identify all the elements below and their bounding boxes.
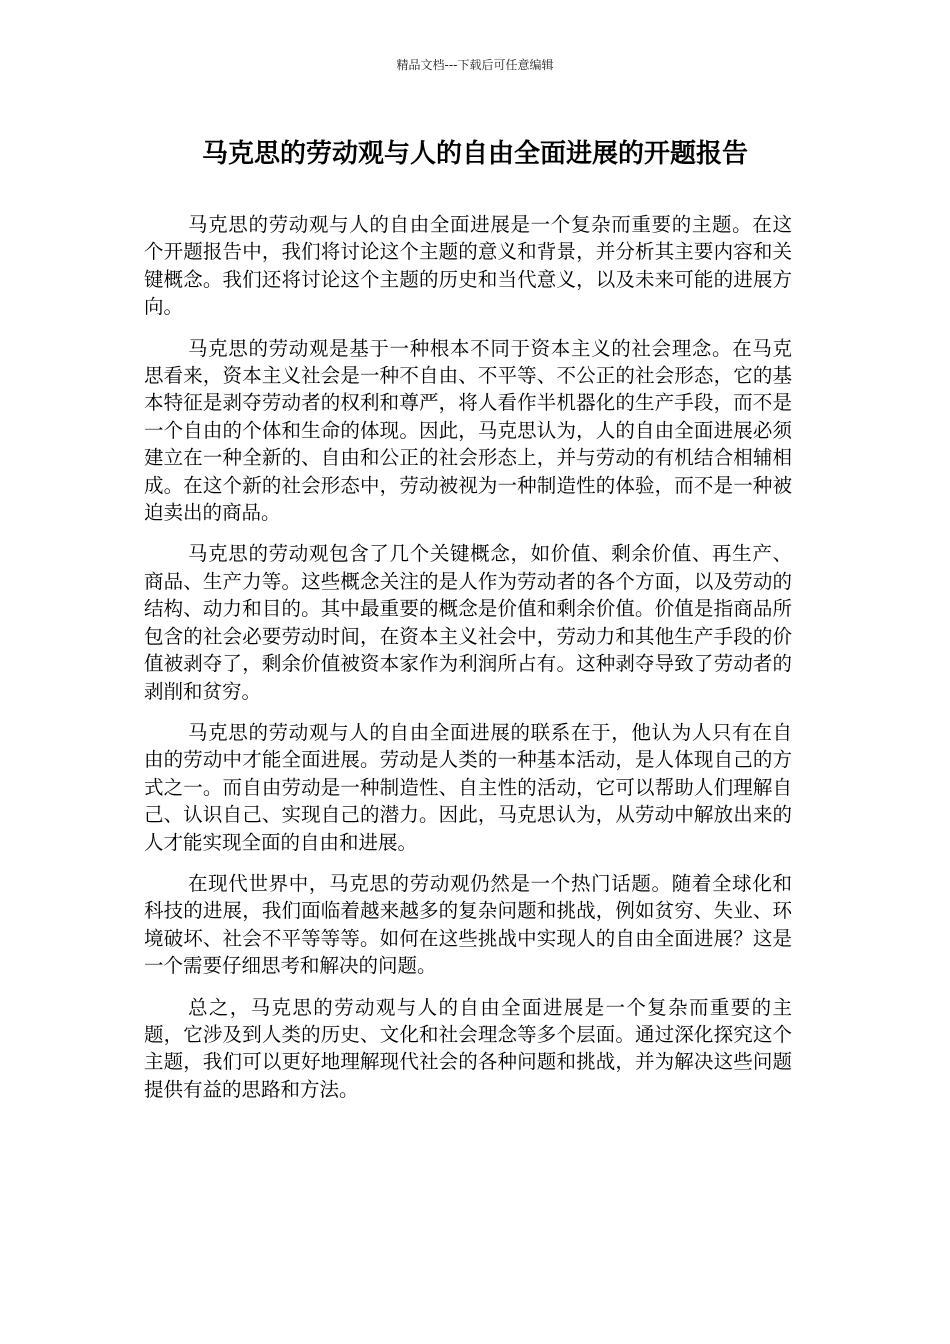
- document-title: 马克思的劳动观与人的自由全面进展的开题报告: [201, 139, 748, 169]
- paragraph: 马克思的劳动观与人的自由全面进展的联系在于，他认为人只有在自由的劳动中才能全面进展。劳动是人类的一种基本活动，是人体现自己的方式之一。而自由劳动是一种制造性、自主性的活动，它可以帮助人们理解自己、认识自己、实现自己的潜力。因此，马克思认为，从劳动中解放出来的人才能实现全面的自由和进展。: [144, 720, 792, 854]
- paragraph: 总之，马克思的劳动观与人的自由全面进展是一个复杂而重要的主题，它涉及到人类的历史、文化和社会理念等多个层面。通过深化探究这个主题，我们可以更好地理解现代社会的各种问题和挑战，并为解决这些问题提供有益的思路和方法。: [144, 995, 792, 1101]
- paragraph: 马克思的劳动观是基于一种根本不同于资本主义的社会理念。在马克思看来，资本主义社会是一种不自由、不平等、不公正的社会形态，它的基本特征是剥夺劳动者的权利和尊严，将人看作半机器化的生产手段，而不是一个自由的个体和生命的体现。因此，马克思认为，人的自由全面进展必须建立在一种全新的、自由和公正的社会形态上，并与劳动的有机结合相辅相成。在这个新的社会形态中，劳动被视为一种制造性的体验，而不是一种被迫卖出的商品。: [144, 336, 792, 525]
- paragraph: 马克思的劳动观包含了几个关键概念，如价值、剩余价值、再生产、商品、生产力等。这些概念关注的是人作为劳动者的各个方面，以及劳动的结构、动力和目的。其中最重要的概念是价值和剩余价值。价值是指商品所包含的社会必要劳动时间，在资本主义社会中，劳动力和其他生产手段的价值被剥夺了，剩余价值被资本家作为利润所占有。这种剥夺导致了劳动者的剥削和贫穷。: [144, 542, 792, 703]
- paragraph: 马克思的劳动观与人的自由全面进展是一个复杂而重要的主题。在这个开题报告中，我们将讨论这个主题的意义和背景，并分析其主要内容和关键概念。我们还将讨论这个主题的历史和当代意义，以及未来可能的进展方向。: [144, 213, 792, 319]
- paragraph: 在现代世界中，马克思的劳动观仍然是一个热门话题。随着全球化和科技的进展，我们面临着越来越多的复杂问题和挑战，例如贫穷、失业、环境破坏、社会不平等等等。如何在这些挑战中实现人的自由全面进展？这是一个需要仔细思考和解决的问题。: [144, 871, 792, 978]
- header-note: 精品文档---下载后可任意编辑: [396, 58, 554, 72]
- document-body: [144, 211, 792, 1117]
